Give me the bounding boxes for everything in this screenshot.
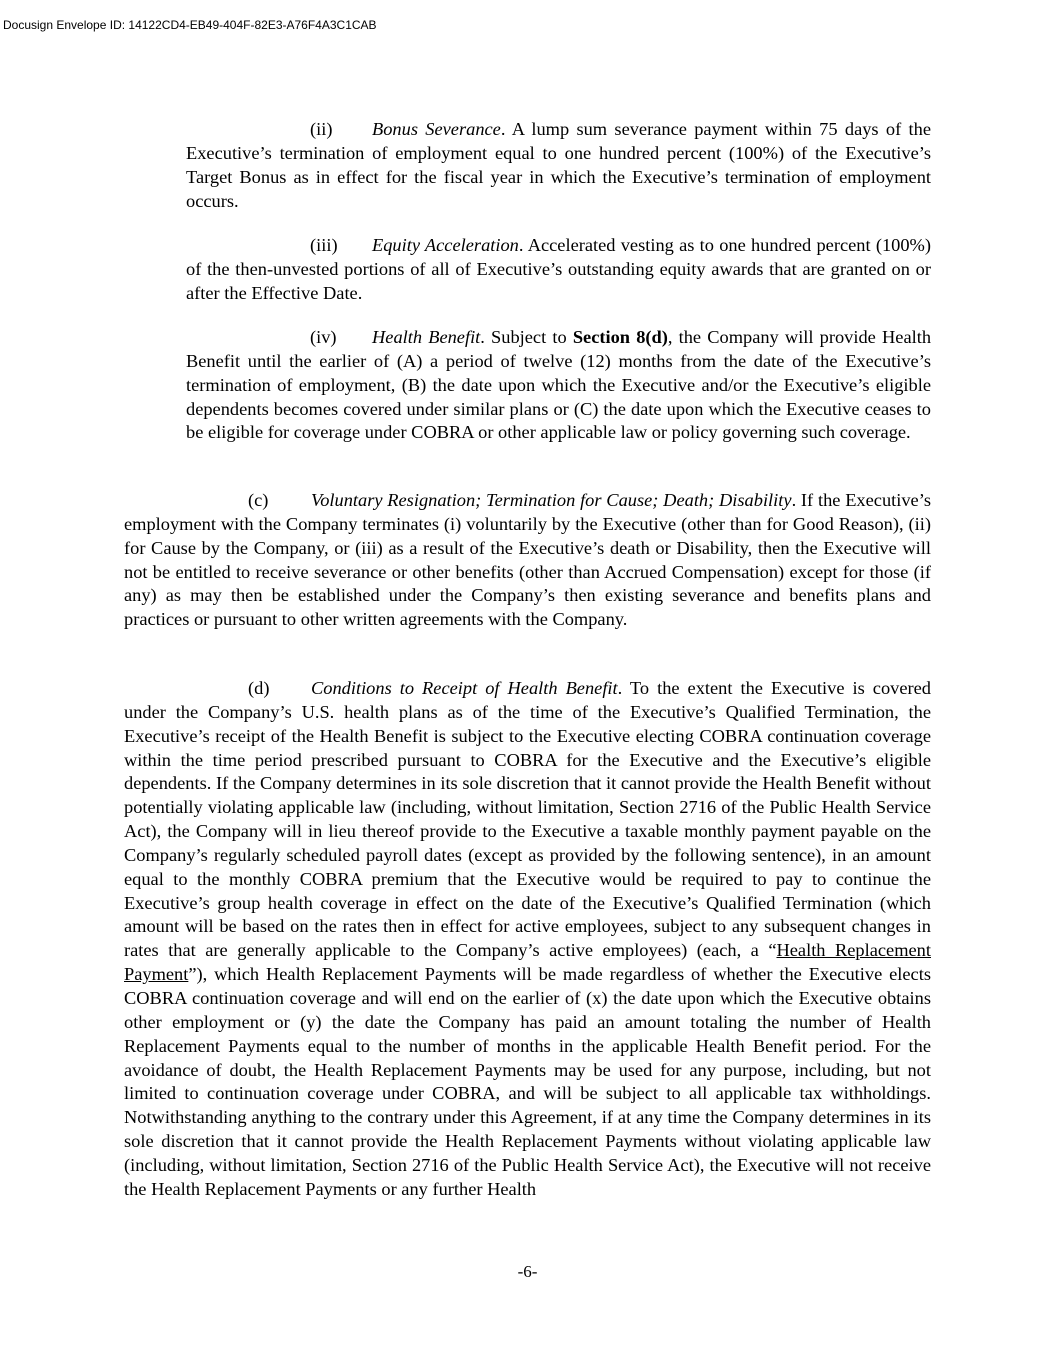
paragraph-text: ”), which Health Replacement Payments will be made regardless of whether the Executive elects COBRA continuation coverage and will end on the earlier of (x) the date upon which the Executive obtains other employment or (y) the date the Company has paid an amount totaling the number of Health Replacement Payments equal to the number of months in the applicable Health Benefit period. For the avoidance of doubt, the Health Replacement Payments may be used for any purpose, including, but not limited to continuation coverage under COBRA, and will be subject to all applicable tax withholdings. Notwithstanding anything to the contrary under this Agreement, if at any time the Company determines in its sole discretion that it cannot provide the Health Replacement Payments without violating applicable law (including, without limitation, Section 2716 of the Public Health Service Act), the Executive will not receive the Health Replacement Payments or any further Health: [124, 964, 931, 1199]
paragraph-heading: Conditions to Receipt of Health Benefit: [311, 678, 618, 698]
paragraph-number: (c): [248, 490, 269, 510]
paragraph-heading: Health Benefit: [372, 327, 481, 347]
paragraph-number: (iii): [310, 235, 338, 255]
paragraph-heading: Equity Acceleration: [372, 235, 519, 255]
paragraph-heading: Voluntary Resignation; Termination for Cause; Death; Disability: [311, 490, 792, 510]
paragraph-ii: [186, 118, 931, 213]
paragraph-text: . If the Executive’s employment with the Company terminates (i) voluntarily by the Executive (other than for Good Reason), (ii) for Cause by the Company, or (iii) as a result of the Executive’s death or Disability, then the Executive will not be entitled to receive severance or other benefits (other than Accrued Compensation) except for those (if any) as may then be established under the Company’s then existing severance and benefits plans and practices or pursuant to other written agreements with the Company.: [124, 490, 931, 630]
paragraph-number: (iv): [310, 327, 337, 347]
paragraph-number: (d): [248, 678, 270, 698]
page-number: -6-: [517, 1262, 538, 1281]
paragraph-text: . A lump sum severance payment within 75 days of the Executive’s termination of employment equal to one hundred percent (100%) of the Executive’s Target Bonus as in effect for the fiscal year in which the Executive’s termination of employment occurs.: [186, 119, 931, 211]
paragraph-iv: [186, 326, 931, 445]
paragraph-text: . Accelerated vesting as to one hundred percent (100%) of the then-unvested portions of all of Executive’s outstanding equity awards that are granted on or after the Effective Date.: [186, 235, 931, 303]
section-reference: Section 8(d): [572, 327, 668, 347]
paragraph-d: [124, 677, 931, 1202]
envelope-id: Docusign Envelope ID: 14122CD4-EB49-404F-82E3-A76F4A3C1CAB: [3, 18, 377, 32]
paragraph-iii: [186, 234, 931, 306]
paragraph-number: (ii): [310, 119, 333, 139]
paragraph-c: [124, 489, 931, 632]
paragraph-heading: Bonus Severance: [372, 119, 501, 139]
paragraph-text: , the Company will provide Health Benefit until the earlier of (A) a period of twelve (12) months from the date of the Executive’s termination of employment, (B) the date upon which the Executive and/or the Executive’s eligible dependents becomes covered under similar plans or (C) the date upon which the Executive ceases to be eligible for coverage under COBRA or other applicable law or policy governing such coverage.: [186, 327, 932, 443]
paragraph-text: . Subject to: [480, 327, 573, 347]
defined-term: Health Replacement Payment: [124, 940, 931, 985]
paragraph-text: . To the extent the Executive is covered under the Company’s U.S. health plans as of the time of the Executive’s Qualified Termination, the Executive’s receipt of the Health Benefit is subject to the Executive electing COBRA continuation coverage within the time period prescribed pursuant to COBRA for the Executive and the Executive’s eligible dependents. If the Company determines in its sole discretion that it cannot provide the Health Benefit without potentially violating applicable law (including, without limitation, Section 2716 of the Public Health Service Act), the Company will in lieu thereof provide to the Executive a taxable monthly payment payable on the Company’s regularly scheduled payroll dates (except as provided by the following sentence), in an amount equal to the monthly COBRA premium that the Executive would be required to pay to continue the Executive’s group health coverage in effect on the date of the Executive’s Qualified Termination (which amount will be based on the rates then in effect for active employees, subject to any subsequent changes in rates that are generally applicable to the Company’s active employees) (each, a “: [124, 678, 931, 961]
